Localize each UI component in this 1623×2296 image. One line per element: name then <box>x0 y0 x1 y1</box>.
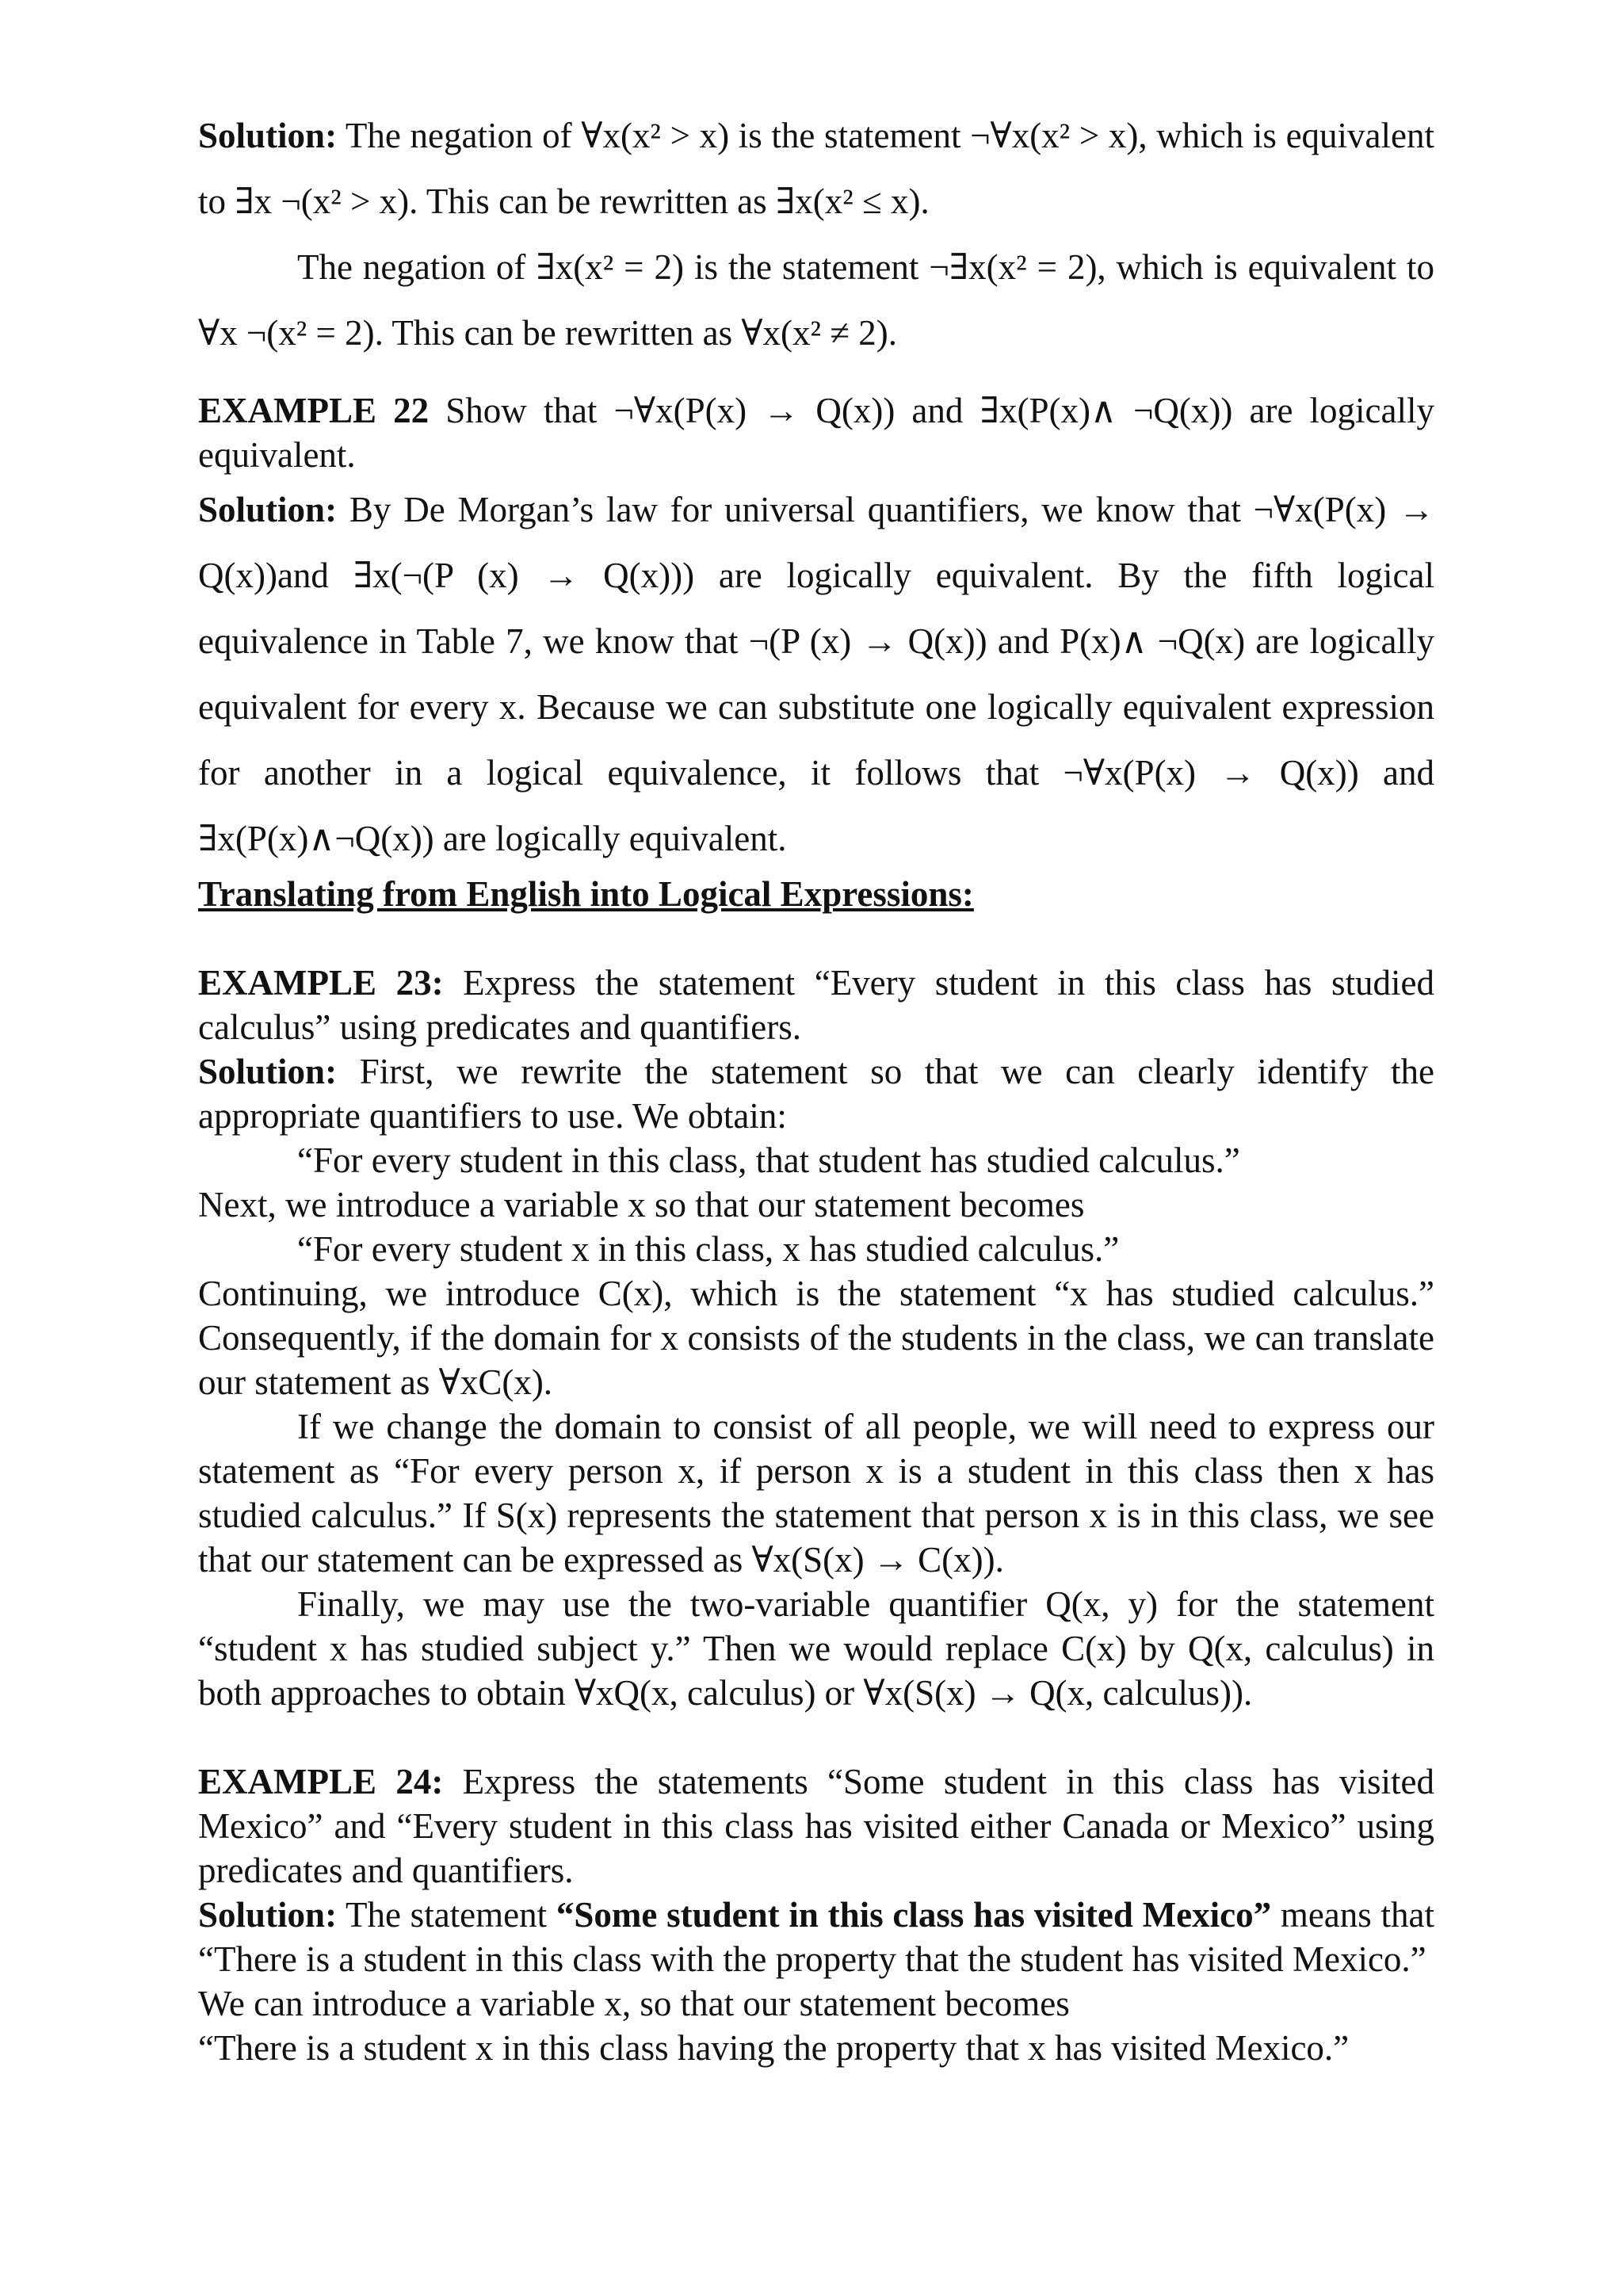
solution-21-paragraph <box>198 103 1434 235</box>
introduce-variable-24-line: We can introduce a variable x, so that our statement becomes <box>198 1984 1070 2023</box>
solution-label: Solution: <box>198 490 338 529</box>
solution-22-paragraph <box>198 477 1434 872</box>
solution-label: Solution: <box>198 116 338 155</box>
example-22-paragraph <box>198 388 1434 477</box>
continuing-paragraph: Continuing, we introduce C(x), which is the statement “x has studied calculus.” Consequently, if the domain for x consists of the students in the class, we can translate our statement as ∀xC(x). <box>198 1274 1434 1402</box>
example-24-paragraph <box>198 1759 1434 1893</box>
solution-24-paragraph <box>198 1893 1434 1981</box>
solution-23-paragraph <box>198 1049 1434 1138</box>
solution-label: Solution: <box>198 1052 338 1091</box>
example-24-label: EXAMPLE 24: <box>198 1762 444 1801</box>
quote-every-student: “For every student in this class, that student has studied calculus.” <box>297 1140 1240 1180</box>
example-23-label: EXAMPLE 23: <box>198 963 444 1003</box>
document-page <box>198 103 1434 2070</box>
solution-23-text: First, we rewrite the statement so that we can clearly identify the appropriate quantifiers to use. We obtain: <box>198 1052 1434 1136</box>
negation-exists-paragraph: The negation of ∃x(x² = 2) is the statement ¬∃x(x² = 2), which is equivalent to ∀x ¬(x² = 2). This can be rewritten as ∀x(x² ≠ 2). <box>198 247 1434 353</box>
introduce-variable-line: Next, we introduce a variable x so that our statement becomes <box>198 1185 1085 1224</box>
quote-student-x: “For every student x in this class, x has studied calculus.” <box>297 1229 1120 1269</box>
solution-24-text-a: The statement <box>337 1895 556 1935</box>
solution-24-bold-statement: “Some student in this class has visited Mexico” <box>556 1895 1272 1935</box>
example-23-paragraph <box>198 961 1434 1049</box>
example-23-text: Express the statement “Every student in this class has studied calculus” using predicates and quantifiers. <box>198 963 1434 1047</box>
section-heading: Translating from English into Logical Expressions: <box>198 874 974 914</box>
example-22-label: EXAMPLE 22 <box>198 391 430 430</box>
solution-22-text: By De Morgan’s law for universal quantifiers, we know that ¬∀x(P(x) → Q(x))and ∃x(¬(P (x) → Q(x))) are logically equivalent. By the fifth logical equivalence in Table 7, we know that ¬(P (x) → Q(x)) and P(x)∧ ¬Q(x) are logically equivalent for every x. Because we can substitute one logically equivalent expression for another in a logical equivalence, it follows that ¬∀x(P(x) → Q(x)) and ∃x(P(x)∧¬Q(x)) are logically equivalent. <box>198 490 1434 858</box>
solution-24-text-b: means that “There is a student in this class with the property that the student has visited Mexico.” <box>198 1895 1434 1979</box>
example-22-text: Show that ¬∀x(P(x) → Q(x)) and ∃x(P(x)∧ ¬Q(x)) are logically equivalent. <box>198 391 1435 475</box>
example-24-text: Express the statements “Some student in this class has visited Mexico” and “Every student in this class has visited either Canada or Mexico” using predicates and quantifiers. <box>198 1762 1434 1890</box>
two-variable-paragraph: Finally, we may use the two-variable quantifier Q(x, y) for the statement “student x has studied subject y.” Then we would replace C(x) by Q(x, calculus) in both approaches to obtain ∀xQ(x, calculus) or ∀x(S(x) → Q(x, calculus)). <box>198 1584 1434 1713</box>
solution-21-text: The negation of ∀x(x² > x) is the statement ¬∀x(x² > x), which is equivalent to ∃x ¬(x² > x). This can be rewritten as ∃x(x² ≤ x). <box>198 116 1434 221</box>
quote-student-mexico: “There is a student x in this class having the property that x has visited Mexico.” <box>198 2028 1350 2068</box>
change-domain-paragraph: If we change the domain to consist of all people, we will need to express our statement as “For every person x, if person x is a student in this class then x has studied calculus.” If S(x) represents the statement that person x is in this class, we see that our statement can be expressed as ∀x(S(x) → C(x)). <box>198 1407 1434 1580</box>
solution-label: Solution: <box>198 1895 338 1935</box>
